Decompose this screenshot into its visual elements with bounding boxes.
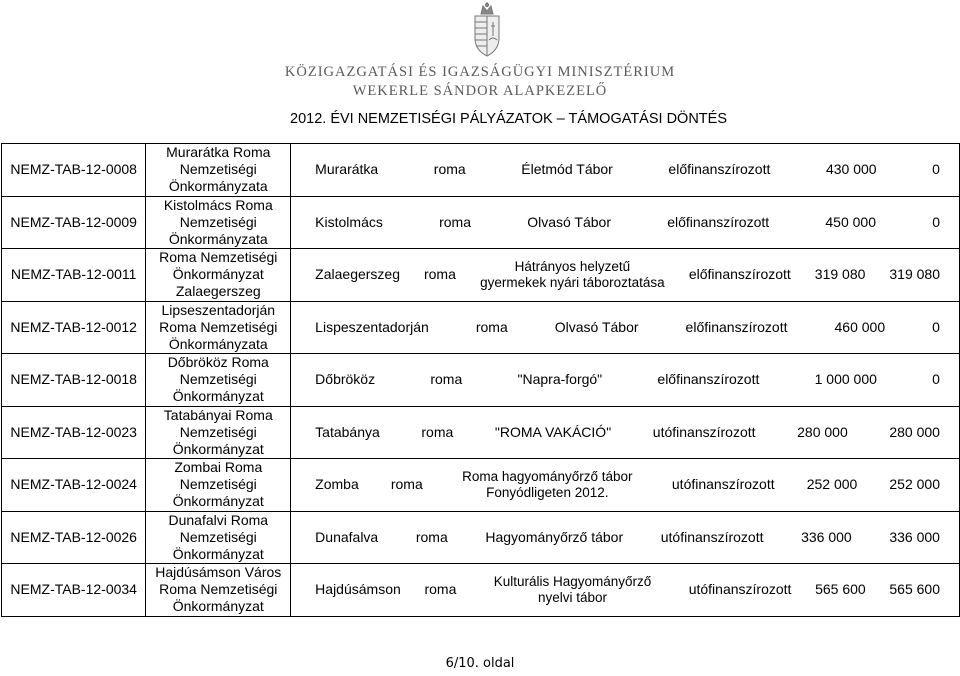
application-id-cell: NEMZ-TAB-12-0023 [2,406,146,459]
application-id-cell: NEMZ-TAB-12-0034 [2,564,146,617]
table-row [2,564,960,617]
awarded-amount: 0 [932,161,940,178]
document-title: 2012. ÉVI NEMZETISÉGI PÁLYÁZATOK – TÁMOGATÁSI DÖNTÉS [290,111,727,127]
fund-name: WEKERLE SÁNDOR ALAPKEZELŐ [352,83,608,99]
ethnicity-text: roma [423,266,456,283]
awarded-amount: 0 [932,371,940,388]
city-text: Zomba [315,476,359,493]
details-cell [291,144,960,197]
requested-amount: 336 000 [801,528,852,545]
organization-cell: Roma Nemzetiségi Önkormányzat Zalaegerszeg [146,249,291,302]
organization-cell: Tatabányai Roma Nemzetiségi Önkormányzat [146,406,291,459]
requested-amount: 450 000 [825,213,876,230]
financing-text: utófinanszírozott [652,423,756,440]
table-row [2,301,960,354]
ethnicity-text: roma [390,476,423,493]
application-id-cell: NEMZ-TAB-12-0009 [2,196,146,249]
details-cell [291,406,960,459]
ethnicity-text: roma [424,581,457,598]
project-text: Olvasó Tábor [554,318,639,335]
details-cell [291,564,960,617]
financing-text: előfinanszírozott [688,266,791,283]
organization-cell: Dunafalvi Roma Nemzetiségi Önkormányzat [146,511,291,564]
table-row [2,196,960,249]
financing-text: előfinanszírozott [668,161,771,178]
details-cell [291,301,960,354]
awarded-amount: 319 080 [889,266,940,283]
details-cell [291,196,960,249]
table-row [2,144,960,197]
awarded-amount: 565 600 [889,581,940,598]
organization-cell: Lipseszentadorján Roma Nemzetiségi Önkormányzata [146,301,291,354]
details-cell [291,459,960,512]
organization-cell: Murarátka Roma Nemzetiségi Önkormányzata [146,144,291,197]
project-text: "ROMA VAKÁCIÓ" [494,423,612,440]
grants-table [1,143,960,617]
city-text: Kistolmács [315,213,383,230]
requested-amount: 252 000 [806,476,858,493]
table-row [2,511,960,564]
application-id-cell: NEMZ-TAB-12-0012 [2,301,146,354]
page-number: 6/10. oldal [445,656,515,671]
project-text: "Napra-forgó" [517,371,603,388]
city-text: Zalaegerszeg [315,266,400,283]
application-id-cell: NEMZ-TAB-12-0011 [2,249,146,302]
city-text: Dőbrököz [315,371,376,388]
ethnicity-text: roma [415,528,448,545]
project-text: Életmód Tábor [521,161,613,178]
awarded-amount: 280 000 [889,423,940,440]
organization-cell: Kistolmács Roma Nemzetiségi Önkormányzata [146,196,291,249]
requested-amount: 430 000 [825,161,877,178]
awarded-amount: 336 000 [889,528,940,545]
ministry-name: KÖZIGAZGATÁSI ÉS IGAZSÁGÜGYI MINISZTÉRIUM [284,64,676,80]
ethnicity-text: roma [439,213,471,230]
application-id-cell: NEMZ-TAB-12-0024 [2,459,146,512]
project-text: Roma hagyományőrző tábor Fonyódligeten 2012. [462,468,633,500]
financing-text: előfinanszírozott [685,318,788,335]
requested-amount: 460 000 [834,318,886,335]
financing-text: utófinanszírozott [671,476,775,493]
ethnicity-text: roma [433,161,466,178]
requested-amount: 1 000 000 [814,371,877,388]
organization-cell: Hajdúsámson Város Roma Nemzetiségi Önkormányzat [146,564,291,617]
project-text: Kulturális Hagyományőrző nyelvi tábor [493,573,652,605]
organization-cell: Zombai Roma Nemzetiségi Önkormányzat [146,459,291,512]
ethnicity-text: roma [430,371,463,388]
project-text: Hagyományőrző tábor [485,528,624,545]
city-text: Hajdúsámson [315,581,401,598]
coat-of-arms-icon [467,2,507,62]
project-text: Hátrányos helyzetű gyermekek nyári táboroztatása [480,258,665,290]
application-id-cell: NEMZ-TAB-12-0008 [2,144,146,197]
financing-text: előfinanszírozott [657,371,760,388]
financing-text: utófinanszírozott [660,528,764,545]
application-id-cell: NEMZ-TAB-12-0026 [2,511,146,564]
city-text: Dunafalva [315,528,379,545]
ethnicity-text: roma [421,423,454,440]
details-cell [291,249,960,302]
project-text: Olvasó Tábor [527,213,611,230]
details-cell [291,354,960,407]
financing-text: előfinanszírozott [667,213,770,230]
city-text: Murarátka [315,161,379,178]
awarded-amount: 0 [932,318,940,335]
application-id-cell: NEMZ-TAB-12-0018 [2,354,146,407]
financing-text: utófinanszírozott [688,581,792,598]
table-row [2,459,960,512]
awarded-amount: 252 000 [889,476,940,493]
table-row [2,354,960,407]
awarded-amount: 0 [932,213,940,230]
table-row [2,406,960,459]
requested-amount: 280 000 [797,423,848,440]
details-cell [291,511,960,564]
requested-amount: 319 080 [814,266,866,283]
requested-amount: 565 600 [815,581,866,598]
city-text: Lispeszentadorján [315,318,429,335]
city-text: Tatabánya [315,423,380,440]
organization-cell: Dőbrököz Roma Nemzetiségi Önkormányzat [146,354,291,407]
ethnicity-text: roma [475,318,508,335]
table-row [2,249,960,302]
